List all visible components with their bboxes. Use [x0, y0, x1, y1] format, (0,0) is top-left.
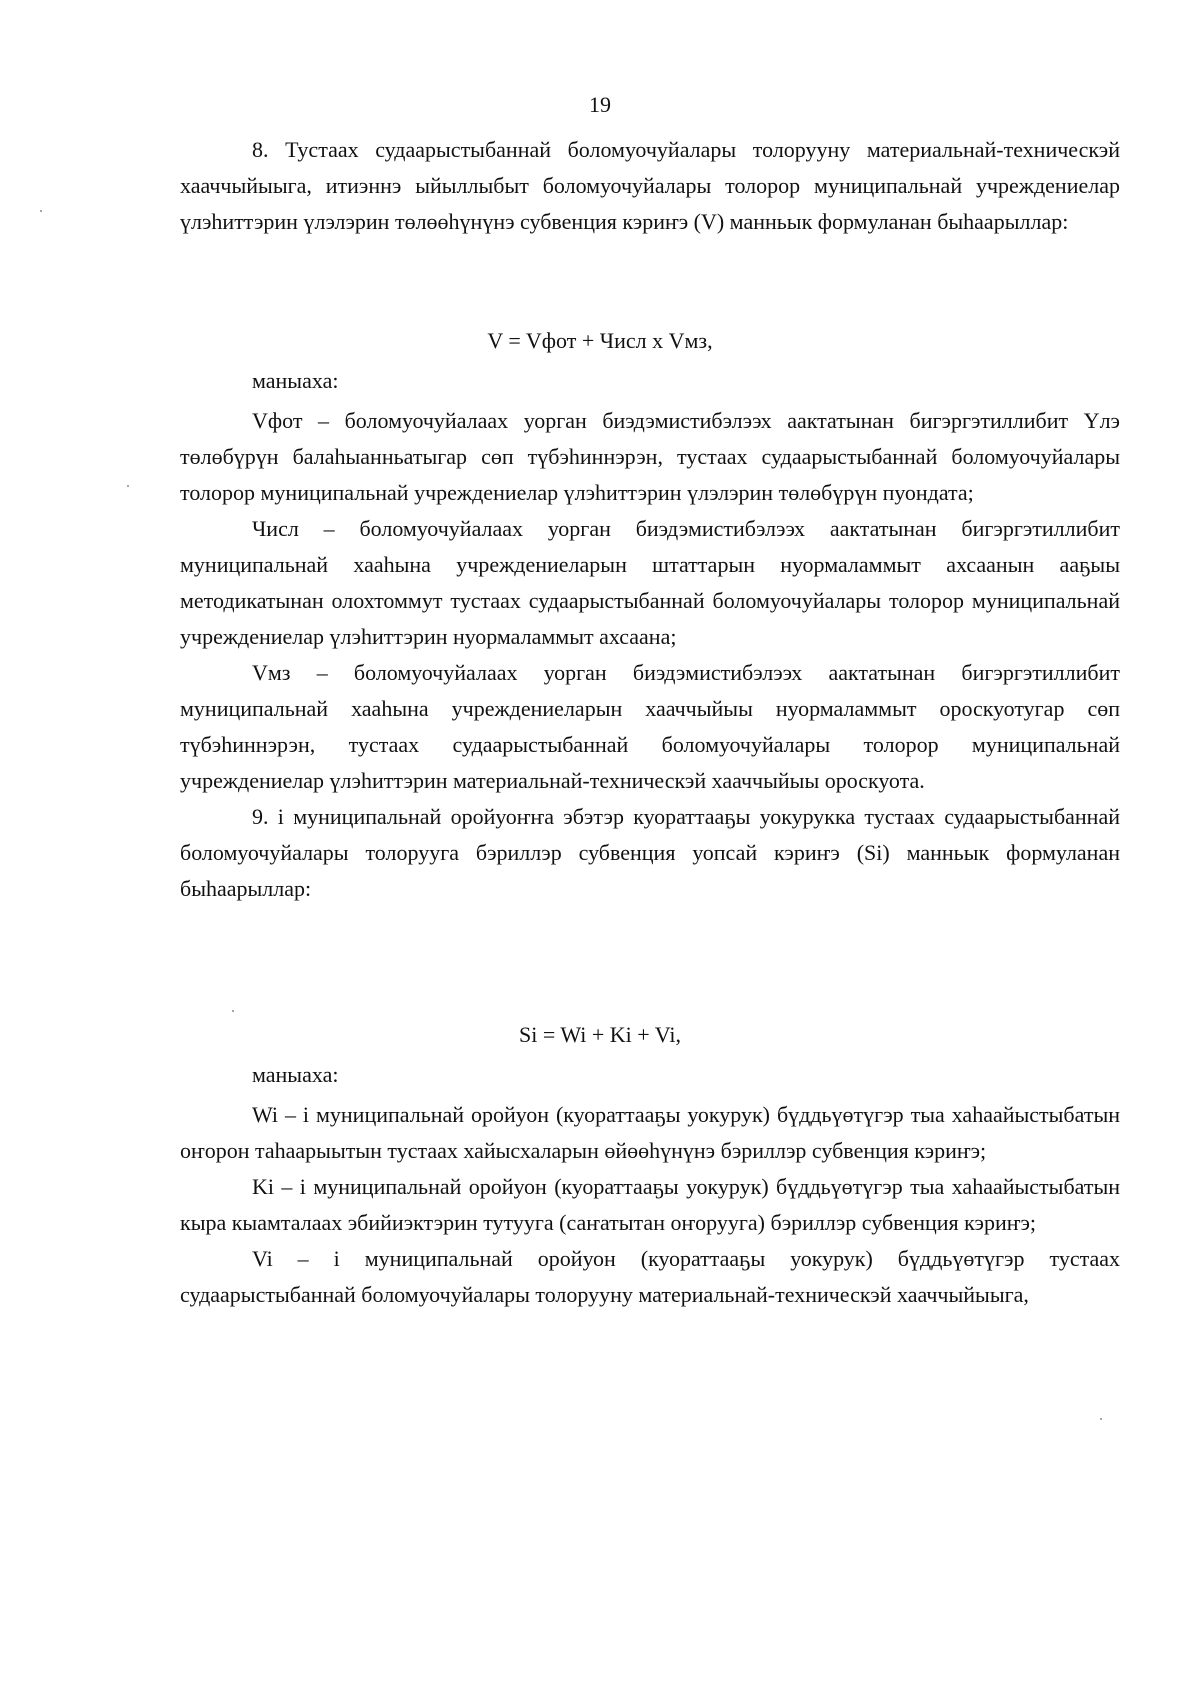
definition-chisl: Числ – боломуочуйалаах уорган биэдэмистибэлээх аактатынан бигэргэтиллибит муниципальнай хааһына учреждениеларын штаттарын нуормаламмыт ахсаанын ааҕыы методикатынан олохтоммут тустаах судаарыстыбаннай боломуочуйалары толорор муниципальнай учреждениелар үлэһиттэрин нуормаламмыт ахсаана; — [180, 516, 1120, 649]
where-label-2: маныаха: — [252, 1062, 339, 1087]
definition-wi: Wi – i муниципальнай оройуон (куораттааҕы уокурук) бүддьүөтүгэр тыа хаһаайыстыбатын оҥорон таһаарыытын тустаах хайысхаларын өйөөһүнүнэ бэриллэр субвенция кэриҥэ; — [180, 1102, 1120, 1163]
page-number: 19 — [589, 92, 611, 117]
formula-si — [0, 1022, 1200, 1048]
definitions-v-block — [180, 403, 1120, 907]
scan-speck — [1100, 1418, 1102, 1420]
definition-ki: Ki – i муниципальнай оройуон (куораттааҕы уокурук) бүддьүөтүгэр тыа хаһаайыстыбатын кыра кыамталаах эбийиэктэрин тутууга (саҥатытан оҥорууга) бэриллэр субвенция кэриҥэ; — [180, 1174, 1120, 1235]
definition-vfot: Vфот – боломуочуйалаах уорган биэдэмистибэлээх аактатынан бигэргэтиллибит Үлэ төлөбүрүн балаһыанньатыгар сөп түбэһиннэрэн, тустаах судаарыстыбаннай боломуочуйалары толорор муниципальнай учреждениелар үлэһиттэрин үлэлэрин төлөбүрүн пуондата; — [180, 408, 1120, 505]
formula-v — [0, 328, 1200, 354]
scan-speck — [232, 1010, 234, 1012]
formula-si-text: Si = Wi + Ki + Vi, — [519, 1022, 681, 1047]
paragraph-8-block — [180, 132, 1120, 240]
where-label-1: маныаха: — [252, 368, 339, 393]
formula-v-text: V = Vфот + Числ х Vмз, — [487, 328, 713, 353]
definitions-si-block — [180, 1097, 1120, 1313]
paragraph-9: 9. i муниципальнай оройуоҥҥа эбэтэр куораттааҕы уокурукка тустаах судаарыстыбаннай боломуочуйалары толорууга бэриллэр субвенция уопсай кэриҥэ (Si) манньык формуланан быһаарыллар: — [180, 804, 1120, 901]
scan-speck — [127, 485, 129, 487]
definition-vmz: Vмз – боломуочуйалаах уорган биэдэмистибэлээх аактатынан бигэргэтиллибит муниципальнай хааһына учреждениеларын хааччыйыы нуормаламмыт ороскуотугар сөп түбэһиннэрэн, тустаах судаарыстыбаннай боломуочуйалары толорор муниципальнай учреждениелар үлэһиттэрин материальнай-техническэй хааччыйыы ороскуота. — [180, 660, 1120, 793]
definition-vi: Vi – i муниципальнай оройуон (куораттааҕы уокурук) бүддьүөтүгэр тустаах судаарыстыбаннай боломуочуйалары толорууну материальнай-техническэй хааччыйыыга, — [180, 1246, 1120, 1307]
scan-speck — [40, 210, 42, 212]
paragraph-8: 8. Тустаах судаарыстыбаннай боломуочуйалары толорууну материальнай-техническэй хааччыйыыга, итиэннэ ыйыллыбыт боломуочуйалары толорор муниципальнай учреждениелар үлэһиттэрин үлэлэрин төлөөһүнүнэ субвенция кэриҥэ (V) манньык формуланан быһаарыллар: — [180, 137, 1120, 234]
